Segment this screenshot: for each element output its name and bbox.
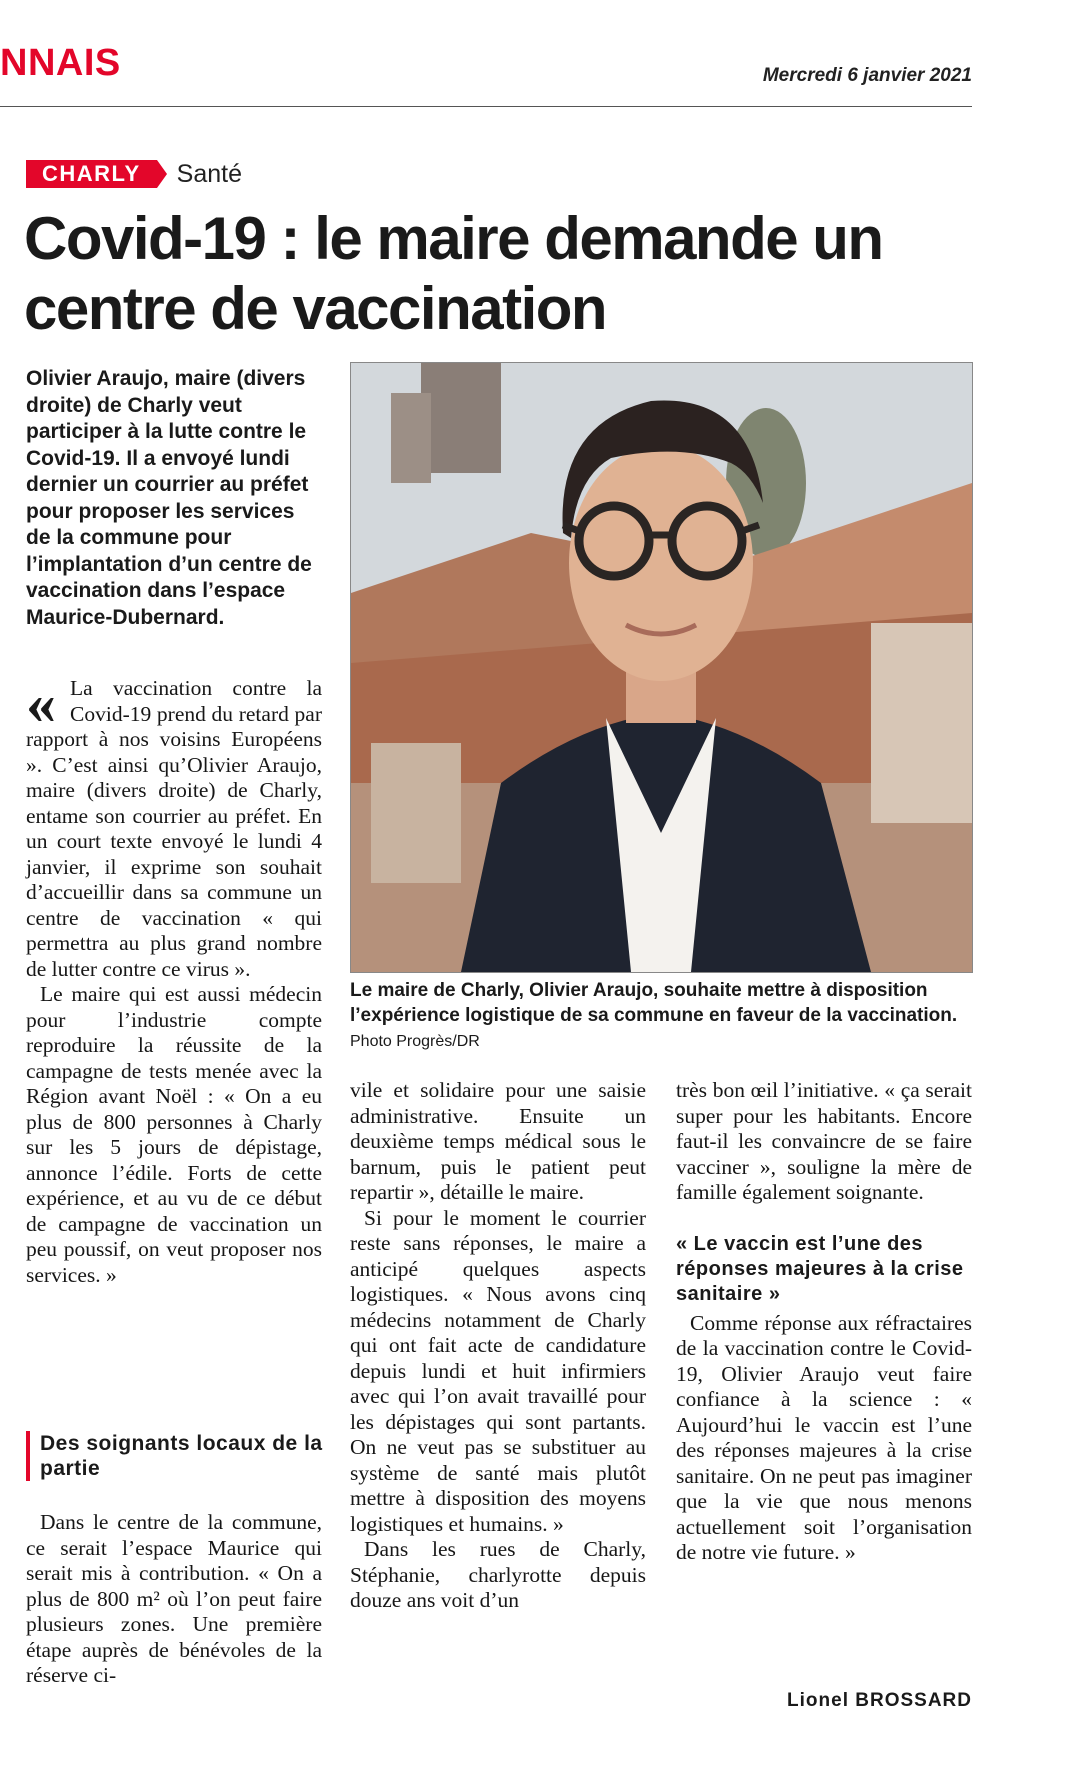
subheading: Des soignants locaux de la partie xyxy=(26,1431,332,1481)
locality-tag: CHARLY xyxy=(26,160,157,188)
body-column-2 xyxy=(350,1078,646,1614)
portrait-illustration xyxy=(351,363,972,972)
inter-heading: « Le vaccin est l’une des réponses majeures à la crise sanitaire » xyxy=(676,1232,964,1305)
body-column-1 xyxy=(26,670,322,1288)
body-paragraph: La vaccination contre la Covid-19 prend du retard par rapport à nos voisins Européens ». C’est ainsi qu’Olivier Araujo, maire (divers droite) de Charly, entame son courrier au préfet. En un court texte envoyé le lundi 4 janvier, il exprime son souhait d’accueillir dans sa commune un centre de vaccination « qui permettra au plus grand nombre de lutter contre ce virus ». xyxy=(26,676,322,981)
publication-date: Mercredi 6 janvier 2021 xyxy=(762,65,972,86)
body-paragraph: Dans le centre de la commune, ce serait l’espace Maurice qui serait mis à contribution. « On a plus de 800 m² où l’on peut faire plusieurs zones. Une première étape auprès de bénévoles de la réserve ci- xyxy=(26,1510,322,1687)
headline: Covid-19 : le maire demande un centre de vaccination xyxy=(24,205,883,342)
body-paragraph: Le maire qui est aussi médecin pour l’industrie compte reproduire la réussite de la campagne de tests menée avec la Région avant Noël : « On a eu plus de 800 personnes à Charly sur les 5 jours de dépistage, annonce l’édile. Forts de cette expérience, et au vu de ce début de campagne de vaccination un peu poussif, on veut proposer nos services. » xyxy=(26,982,322,1287)
photo-caption xyxy=(350,978,972,1054)
kicker xyxy=(26,160,242,188)
body-column-3 xyxy=(676,1078,972,1566)
body-paragraph: Comme réponse aux réfractaires de la vaccination contre le Covid-19, Olivier Araujo veut faire confiance à la science : « Aujourd’hui le vaccin est l’une des réponses majeures à la crise sanitaire. On ne peut pas imaginer que la vie que nous menons actuellement soit l’organisation de notre vie future. » xyxy=(676,1310,972,1564)
body-paragraph: vile et solidaire pour une saisie administrative. Ensuite un deuxième temps médical sous le barnum, puis le patient peut repartir », détaille le maire. xyxy=(350,1078,646,1204)
body-paragraph: très bon œil l’initiative. « ça serait super pour les habitants. Encore faut-il les convaincre de se faire vacciner », souligne la mère de famille également soignante. xyxy=(676,1078,972,1204)
portrait-photo xyxy=(350,362,973,973)
photo-credit: Photo Progrès/DR xyxy=(350,1033,480,1050)
caption-text: Le maire de Charly, Olivier Araujo, souhaite mettre à disposition l’expérience logistique de sa commune en faveur de la vaccination. xyxy=(350,980,958,1026)
body-paragraph: Si pour le moment le courrier reste sans réponses, le maire a anticipé quelques aspects logistiques. « Nous avons cinq médecins notamment de Charly qui ont fait acte de candidature depuis lundi et huit infirmiers avec qui l’on avait travaillé pour les dépistages qui sont partants. On ne veut pas se substituer au système de santé mais plutôt mettre à disposition des moyens logistiques et humains. » xyxy=(350,1205,646,1536)
rubric-label: Santé xyxy=(176,159,242,188)
opening-quote-mark: « xyxy=(26,670,56,736)
body-column-1-continued xyxy=(26,1510,322,1689)
section-name: NNAIS xyxy=(0,42,121,84)
author-byline: Lionel BROSSARD xyxy=(787,1690,972,1711)
header-divider xyxy=(0,106,972,107)
body-paragraph: Dans les rues de Charly, Stéphanie, charlyrotte depuis douze ans voit d’un xyxy=(350,1537,646,1612)
lead-paragraph: Olivier Araujo, maire (divers droite) de Charly veut participer à la lutte contre le Covid-19. Il a envoyé lundi dernier un courrier au préfet pour proposer les services de la commune pour l’implantation d’un centre de vaccination dans l’espace Maurice-Dubernard. xyxy=(26,367,312,629)
